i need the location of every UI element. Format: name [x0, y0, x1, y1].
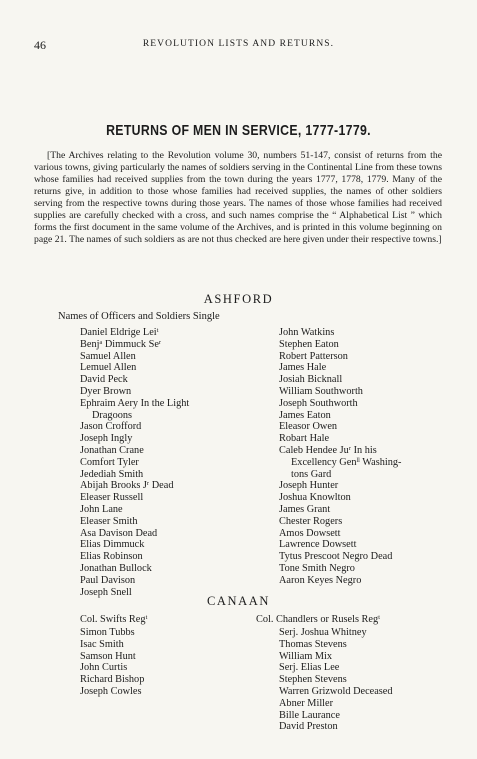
name-entry: David Peck: [80, 374, 128, 386]
name-entry: Warren Grizwold Deceased: [279, 685, 393, 697]
name-entry: Dyer Brown: [80, 385, 132, 397]
name-entry: John Lane: [80, 503, 123, 515]
name-entry: Bille Laurance: [279, 709, 340, 721]
name-entry: Daniel Eldrige Leiᵗ: [80, 327, 159, 338]
name-entry: Simon Tubbs: [80, 627, 135, 638]
name-entry: Richard Bishop: [80, 674, 145, 686]
name-entry: Amos Dowsett: [279, 527, 341, 539]
running-head: REVOLUTION LISTS AND RETURNS.: [142, 39, 335, 49]
name-entry: Abner Miller: [279, 697, 334, 709]
name-entry: William Southworth: [279, 385, 363, 397]
name-entry: Aaron Keyes Negro: [279, 574, 362, 586]
name-entry: Jedediah Smith: [80, 468, 144, 480]
name-entry: Asa Davison Dead: [80, 527, 158, 539]
name-entry: Joseph Southworth: [279, 397, 358, 409]
name-entry: Josiah Bicknall: [279, 374, 343, 386]
name-entry: James Hale: [279, 362, 327, 374]
canaan-left-column: [80, 627, 144, 698]
name-entry: Joseph Ingly: [80, 433, 133, 445]
name-entry: Paul Davison: [80, 574, 136, 586]
name-entry: Jonathan Bullock: [80, 562, 152, 574]
name-entry: Jonathan Crane: [80, 444, 144, 456]
name-entry: Elias Robinson: [80, 551, 143, 563]
intro-paragraph: [34, 150, 442, 246]
name-entry: Tytus Prescoot Negro Dead: [279, 551, 393, 563]
canaan-left-regiment-heading: Col. Swifts Regᵗ: [80, 614, 148, 625]
name-entry: Caleb Hendee Juʳ In his: [279, 444, 377, 456]
name-entry: Eleaser Smith: [80, 515, 138, 527]
name-entry: Stephen Stevens: [279, 674, 347, 686]
name-entry: Joseph Cowles: [80, 685, 142, 697]
page-number: 46: [34, 38, 46, 52]
ashford-subheading: Names of Officers and Soldiers Single: [58, 311, 220, 322]
name-entry: Ephraim Aery In the Light: [80, 397, 190, 409]
name-entry: Samuel Allen: [80, 350, 136, 362]
name-entry: Comfort Tyler: [80, 456, 139, 468]
name-entry: Isac Smith: [80, 638, 124, 650]
name-entry: Excellency Genˡˡ Washing-: [291, 456, 402, 468]
page-title: RETURNS OF MEN IN SERVICE, 1777-1779.: [106, 122, 371, 139]
name-entry: Serj. Elias Lee: [279, 662, 340, 674]
canaan-heading: CANAAN: [206, 594, 271, 608]
name-entry: tons Gard: [291, 468, 332, 480]
name-entry: William Mix: [279, 650, 333, 662]
name-entry: Thomas Stevens: [279, 638, 347, 650]
name-entry: Samson Hunt: [80, 650, 136, 662]
name-entry: Serj. Joshua Whitney: [279, 627, 367, 638]
name-entry: Eleasor Owen: [279, 421, 338, 433]
name-entry: Elias Dimmuck: [80, 539, 145, 551]
ashford-right-column: [279, 327, 401, 587]
name-entry: Stephen Eaton: [279, 338, 339, 350]
name-entry: Joseph Snell: [80, 586, 132, 598]
name-entry: John Watkins: [279, 327, 335, 338]
name-entry: David Preston: [279, 721, 338, 733]
name-entry: Benjᵃ Dimmuck Seʳ: [80, 338, 162, 350]
ashford-left-column: [80, 327, 189, 598]
intro-text: [The Archives relating to the Revolution volume 30, numbers 51-147, consist of returns from the various towns, giving particularly the names of soldiers serving in the Continental Line from these towns whose families had received supplies from the town during the years 1777, 1778, 1779. Many of the returns give, in addition to those whose families had received supplies, the names of other soldiers serving from the respective towns during those years. The names of those whose families had received supplies are carefully checked with a cross, and such names comprise the “ Alphabetical List ” which forms the first document in the same volume of the Archives, and is printed in this volume beginning on page 21. The names of such soldiers as are not thus checked are here given under their respective towns.]: [34, 150, 442, 245]
name-entry: Robart Hale: [279, 433, 330, 445]
name-entry: Abijah Brooks Jʳ Dead: [80, 480, 174, 492]
name-entry: Lawrence Dowsett: [279, 539, 357, 551]
canaan-right-regiment-heading: Col. Chandlers or Rusels Regᵗ: [256, 614, 381, 625]
name-entry: Tone Smith Negro: [279, 562, 355, 574]
name-entry: Jason Crofford: [80, 421, 142, 433]
name-entry: Chester Rogers: [279, 515, 343, 527]
name-entry: James Eaton: [279, 409, 331, 421]
ashford-heading: ASHFORD: [203, 292, 274, 306]
name-entry: Joseph Hunter: [279, 480, 339, 492]
name-entry: Eleaser Russell: [80, 492, 144, 504]
name-entry: Robert Patterson: [279, 350, 348, 362]
name-entry: Lemuel Allen: [80, 362, 137, 374]
name-entry: Dragoons: [92, 409, 133, 421]
canaan-right-column: [279, 627, 393, 733]
name-entry: John Curtis: [80, 662, 128, 674]
name-entry: Joshua Knowlton: [279, 492, 351, 504]
name-entry: James Grant: [279, 503, 331, 515]
